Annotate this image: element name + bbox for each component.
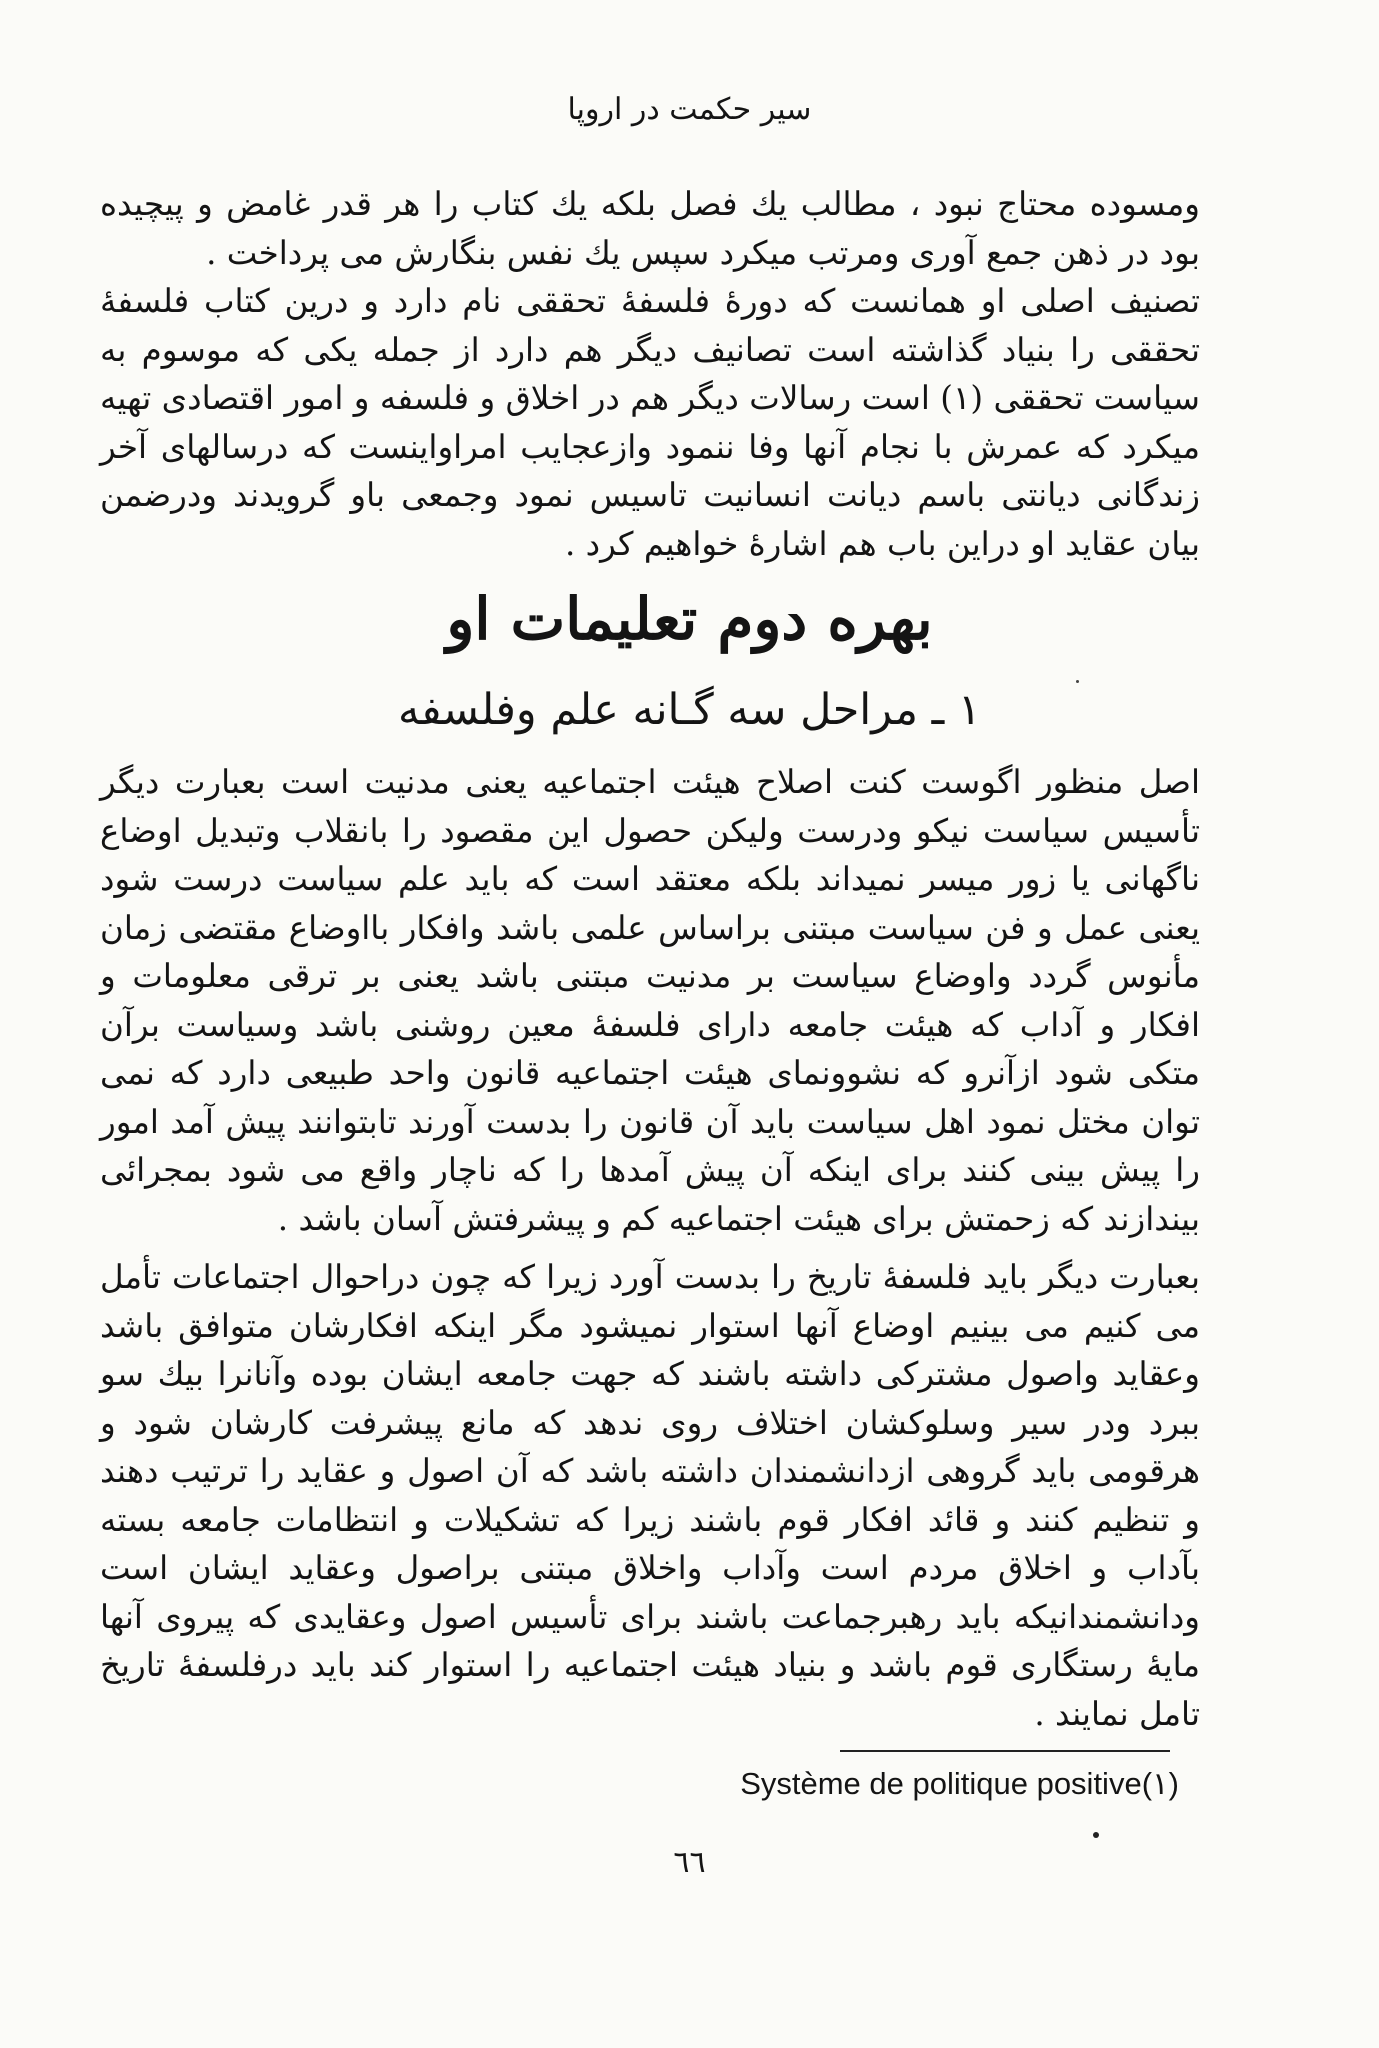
- body-paragraph-1: [100, 758, 1200, 1243]
- intro-paragraph-1: ومسوده محتاج نبود ، مطالب یك فصل بلکه یك کتاب را هر قدر غامض و پیچیده بود در ذهن جمع آوری ومرتب میکرد سپس یك نفس بنگارش می پرداخت .: [100, 185, 1200, 272]
- part-heading: بهره دوم تعلیمات او: [446, 585, 933, 653]
- paragraph-text: بعبارت دیگر باید فلسفهٔ تاریخ را بدست آورد زیرا که چون دراحوال اجتماعات تأمل می کنیم می بینیم اوضاع آنها استوار نمیشود مگر اینکه افکارشان متوافق باشد وعقاید واصول مشترکی داشته باشند که جهت جامعه ایشان بوده وآنانرا بیك سو ببرد ودر سیر وسلوکشان اختلاف روی ندهد که مانع پیشرفت کارشان شود و هرقومی باید گروهی ازدانشمندان داشته باشد که آن اصول و عقاید را ترتیب دهند و تنظیم کنند و قائد افکار قوم باشند زیرا که تشکیلات و انتظامات جامعه بسته بآداب و اخلاق مردم است وآداب واخلاق مبتنی براصول وعقاید ایشان است ودانشمندانیکه باید رهبرجماعت باشند برای تأسیس اصول وعقایدی که پیروی آنها مایهٔ رستگاری قوم باشد و بنیاد هیئت اجتماعیه را استوار کند باید درفلسفهٔ تاریخ تامل نمایند .: [100, 1258, 1200, 1733]
- footnote: Système de politique positive(۱): [740, 1766, 1179, 1801]
- intro-paragraph-2: تصنیف اصلی او همانست که دورهٔ فلسفهٔ تحققی نام دارد و درین کتاب فلسفهٔ تحققی را بنیاد گذاشته است تصانیف دیگر هم دارد از جمله یکی که موسوم به سیاست تحققی (۱) است رسالات دیگر هم در اخلاق و فلسفه و امور اقتصادی تهیه میکرد که عمرش با نجام آنها وفا ننمود وازعجایب امراواینست که درسالهای آخر زندگانی دیانتی باسم دیانت انسانیت تاسیس نمود وجمعی باو گرویدند ودرضمن بیان عقاید او دراین باب هم اشارهٔ خواهیم کرد .: [100, 282, 1201, 563]
- paragraph-text: اصل منظور اگوست کنت اصلاح هیئت اجتماعیه یعنی مدنیت است بعبارت دیگر تأسیس سیاست نیکو ودرست ولیکن حصول این مقصود را بانقلاب وتبدیل اوضاع ناگهانی یا زور میسر نمیداند بلکه معتقد است که باید علم سیاست درست شود یعنی عمل و فن سیاست مبتنی براساس علمی باشد وافکار بااوضاع مقتضی زمان مأنوس گردد واوضاع سیاست بر مدنیت مبتنی باشد یعنی بر ترقی معلومات و افکار و آداب که هیئت جامعه دارای فلسفهٔ معین روشنی باشد وسیاست برآن متکی شود ازآنرو که نشوونمای هیئت اجتماعیه قانون واحد طبیعی دارد که نمی توان مختل نمود اهل سیاست باید آن قانون را بدست آورند تابتوانند پیش آمد امور را پیش بینی کنند برای اینکه آن پیش آمدها را که ناچار واقع می شود بمجرائی بیندازند که زحمتش برای هیئت اجتماعیه کم و پیشرفتش آسان باشد .: [100, 763, 1200, 1238]
- print-dot: [1093, 1832, 1099, 1838]
- print-speck: [1076, 680, 1079, 683]
- intro-text: [100, 180, 1200, 568]
- section-heading: ۱ ـ مراحل سه گـانه علم وفلسفه: [397, 685, 982, 735]
- running-header: سیر حکمت در اروپا: [567, 92, 812, 127]
- body-paragraph-2: [100, 1253, 1200, 1738]
- footnote-divider: [840, 1750, 1170, 1752]
- page-number: ٦٦: [673, 1845, 706, 1880]
